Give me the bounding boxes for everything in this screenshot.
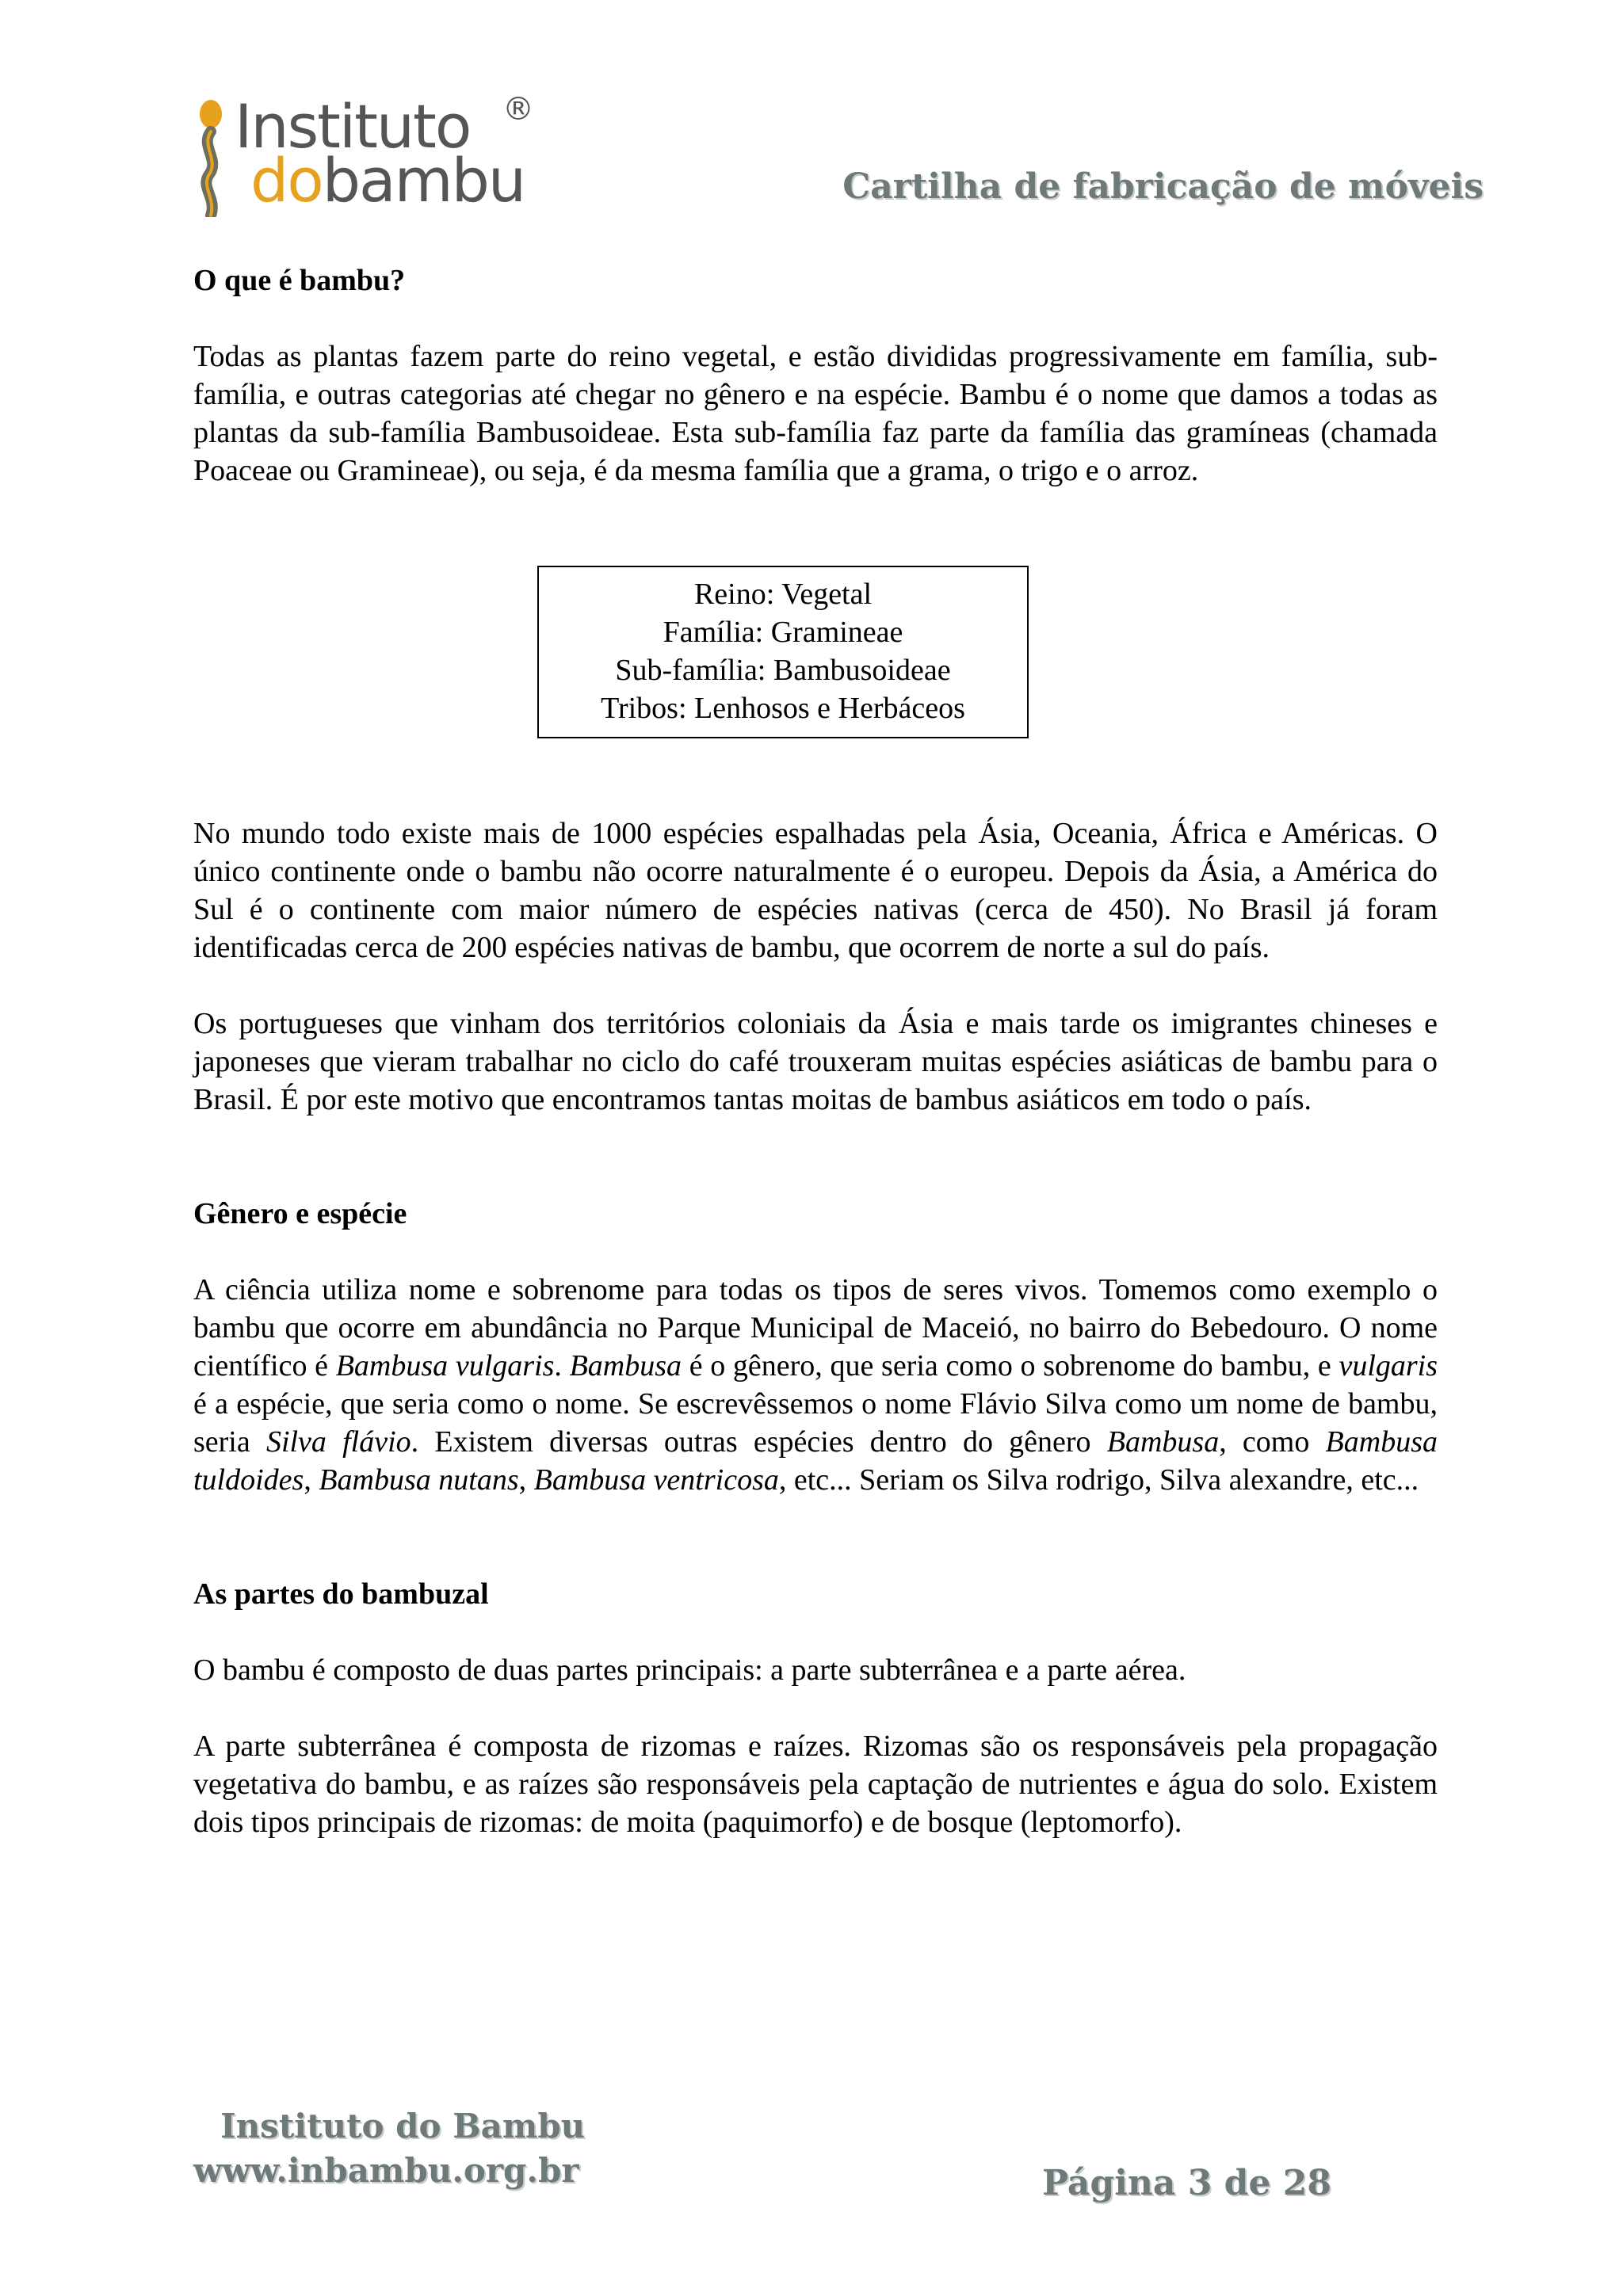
text-run: A ciência utiliza nome e sobrenome para todas os tipos de seres vivos. Tomemos como exemplo o bambu que ocorre em abundância no Parque Municipal de Maceió, no bairro do Bebedouro. O nome científico é (193, 1273, 1438, 1383)
taxonomy-line: Reino: Vegetal (693, 578, 873, 611)
italic-run: vulgaris (1338, 1349, 1438, 1383)
paragraph: No mundo todo existe mais de 1000 espécies espalhadas pela Ásia, Oceania, África e Américas. O único continente onde o bambu não ocorre naturalmente é o europeu. Depois da Ásia, a América do Sul é o continente com maior número de espécies nativas (cerca de 450). No Brasil já foram identificadas cerca de 200 espécies nativas de bambu, que ocorrem de norte a sul do país. (193, 817, 1438, 964)
logo-text-do: do (250, 145, 323, 215)
taxonomy-line: Família: Gramineae (663, 616, 903, 649)
paragraph: O bambu é composto de duas partes principais: a parte subterrânea e a parte aérea. (193, 1653, 1186, 1687)
italic-run: Bambusa vulgaris (335, 1349, 555, 1383)
institute-logo (193, 92, 542, 219)
registered-mark: ® (502, 91, 534, 128)
logo-text-dobambu (250, 145, 525, 215)
italic-run: Silva flávio (265, 1425, 411, 1459)
paragraph: Todas as plantas fazem parte do reino vegetal, e estão divididas progressivamente em família, sub-família, e outras categorias até chegar no gênero e na espécie. Bambu é o nome que damos a todas as plantas da sub-família Bambusoideae. Esta sub-família faz parte da família das gramíneas (chamada Poaceae ou Gramineae), ou seja, é da mesma família que a grama, o trigo e o arroz. (193, 340, 1438, 487)
paragraph: Os portugueses que vinham dos territórios coloniais da Ásia e mais tarde os imigrantes chineses e japoneses que vieram trabalhar no ciclo do café trouxeram muitas espécies asiáticas de bambu para o Brasil. É por este motivo que encontramos tantas moitas de bambus asiáticos em todo o país. (193, 1007, 1438, 1116)
italic-run: Bambusa ventricosa (533, 1463, 779, 1497)
taxonomy-line: Tribos: Lenhosos e Herbáceos (601, 692, 965, 725)
taxonomy-line: Sub-família: Bambusoideae (615, 654, 951, 687)
section-heading-what-is-bamboo: O que é bambu? (193, 264, 406, 297)
text-run: , etc... Seriam os Silva rodrigo, Silva alexandre, etc... (778, 1463, 1419, 1497)
footer-url-link[interactable]: www.inbambu.org.br (193, 2151, 579, 2190)
page-number: Página 3 de 28 (1042, 2163, 1331, 2203)
footer-org-name: Instituto do Bambu (220, 2107, 586, 2145)
logo-text-bambu: bambu (322, 145, 525, 215)
text-run: , (518, 1463, 534, 1497)
footer-organization (193, 2104, 685, 2193)
section-heading-genus-species: Gênero e espécie (193, 1197, 407, 1230)
paragraph (193, 1271, 1438, 1499)
section-heading-bamboo-parts: As partes do bambuzal (193, 1577, 489, 1611)
text-run: , (304, 1463, 319, 1497)
italic-run: Bambusa (1106, 1425, 1220, 1459)
bamboo-logo-icon (193, 98, 228, 217)
logo-text-instituto: Instituto (235, 91, 471, 162)
taxonomy-box (537, 566, 1029, 738)
italic-run: Bambusa (569, 1349, 682, 1383)
document-title: Cartilha de fabricação de móveis (842, 166, 1484, 207)
text-run: é a espécie, que seria como o nome. Se escrevêssemos o nome Flávio Silva como um nome de bambu, seria (193, 1387, 1438, 1459)
italic-run: Bambusa nutans (319, 1463, 519, 1497)
text-run: . Existem diversas outras espécies dentro do gênero (411, 1425, 1107, 1459)
page-content (193, 261, 1438, 1841)
paragraph: A parte subterrânea é composta de rizomas e raízes. Rizomas são os responsáveis pela propagação vegetativa do bambu, e as raízes são responsáveis pela captação de nutrientes e água do solo. Existem dois tipos principais de rizomas: de moita (paquimorfo) e de bosque (leptomorfo). (193, 1730, 1438, 1839)
text-run: , como (1219, 1425, 1326, 1459)
text-run: . (554, 1349, 570, 1383)
text-run: é o gênero, que seria como o sobrenome do bambu, e (682, 1349, 1339, 1383)
italic-run: Bambusa tuldoides (193, 1425, 1438, 1497)
